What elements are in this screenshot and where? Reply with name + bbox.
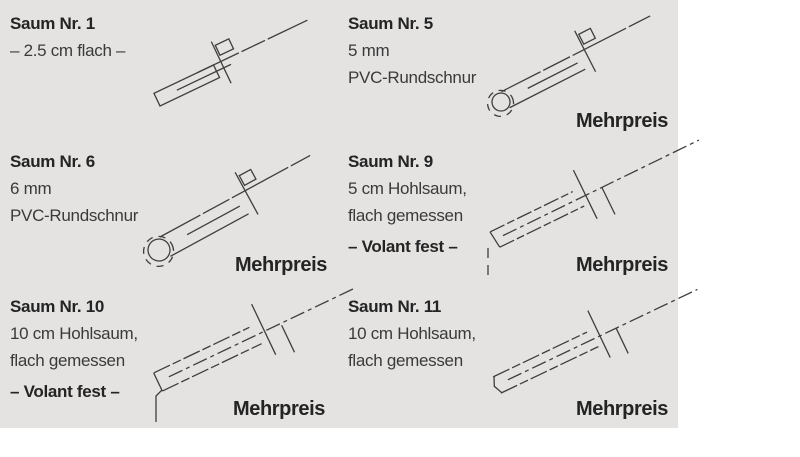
fabric-line [160, 155, 310, 237]
stitch-tick-short [616, 328, 628, 353]
hem-inner-line [177, 64, 231, 90]
panel-title: Saum Nr. 1 [10, 14, 95, 33]
panel-title: Saum Nr. 10 [10, 297, 105, 316]
panel-title: Saum Nr. 5 [348, 14, 433, 33]
stitch-tick [573, 170, 597, 219]
stitch-tick [211, 42, 231, 84]
panel-line: flach gemessen [348, 351, 463, 370]
saum-6-round-cord-diagram [140, 152, 320, 267]
panel-line: 10 cm Hohlsaum, [348, 324, 476, 343]
stitch-tick-short [282, 325, 295, 352]
saum-1-flat-hem-diagram [150, 18, 325, 118]
hem-top-line [154, 327, 250, 373]
saum-10-hollow-hem-diagram [142, 298, 332, 426]
panel-line: – 2.5 cm flach – [10, 41, 126, 60]
volant-line-solid [156, 390, 162, 422]
mehrpreis-label: Mehrpreis [576, 398, 668, 420]
mehrpreis-label: Mehrpreis [576, 254, 668, 276]
hem-end-cap [490, 231, 500, 248]
mehrpreis-label: Mehrpreis [576, 110, 668, 132]
cord-wrap-circle [483, 86, 518, 121]
hem-inner-line [187, 206, 240, 235]
mehrpreis-label: Mehrpreis [235, 254, 327, 276]
panel-line: PVC-Rundschnur [10, 206, 139, 225]
saum-9-hollow-hem-diagram [482, 152, 667, 282]
panel-title: Saum Nr. 9 [348, 152, 433, 171]
saum-5-round-cord-diagram [485, 12, 660, 112]
panel-saum-9-text [348, 148, 467, 260]
hem-top-line [490, 192, 573, 232]
fabric-line [503, 140, 699, 236]
saum-11-hollow-hem-diagram [483, 298, 663, 418]
stitch-tick [235, 172, 258, 214]
panel-line: 5 mm [348, 41, 390, 60]
panel-saum-11-text [348, 293, 476, 374]
fabric-line [169, 288, 355, 377]
hem-end-cap [490, 376, 501, 394]
hem-bottom-line [501, 347, 598, 393]
pocket-bottom-line [170, 214, 248, 256]
pocket-bottom-line [510, 69, 586, 108]
hem-top-line [493, 332, 587, 377]
panel-note: – Volant fest – [10, 382, 120, 401]
cord-wrap-circle [138, 231, 179, 272]
panel-saum-10-text [10, 293, 138, 405]
panel-title: Saum Nr. 11 [348, 297, 442, 316]
panel-line: 10 cm Hohlsaum, [10, 324, 138, 343]
panel-saum-1-text [10, 10, 125, 64]
fabric-line [501, 16, 650, 92]
stitch-tick [575, 31, 596, 72]
mehrpreis-label: Mehrpreis [233, 398, 325, 420]
panel-note: – Volant fest – [348, 237, 458, 256]
hem-bottom-line [162, 344, 261, 391]
panel-line: PVC-Rundschnur [348, 68, 477, 87]
hem-end-cap [154, 373, 163, 391]
hem-bottom-line [500, 206, 584, 247]
panel-line: 6 mm [10, 179, 52, 198]
panel-line: flach gemessen [348, 206, 463, 225]
panel-saum-6-text [10, 148, 138, 229]
hem-inner-line [528, 63, 578, 88]
panel-saum-5-text [348, 10, 476, 91]
stitch-tab [239, 169, 256, 185]
fabric-line [508, 289, 698, 379]
panel-line: flach gemessen [10, 351, 125, 370]
stitch-tab [215, 39, 233, 55]
panel-title: Saum Nr. 6 [10, 152, 95, 171]
panel-line: 5 cm Hohlsaum, [348, 179, 467, 198]
stitch-tab [579, 28, 596, 44]
stitch-tick-short [602, 187, 615, 214]
